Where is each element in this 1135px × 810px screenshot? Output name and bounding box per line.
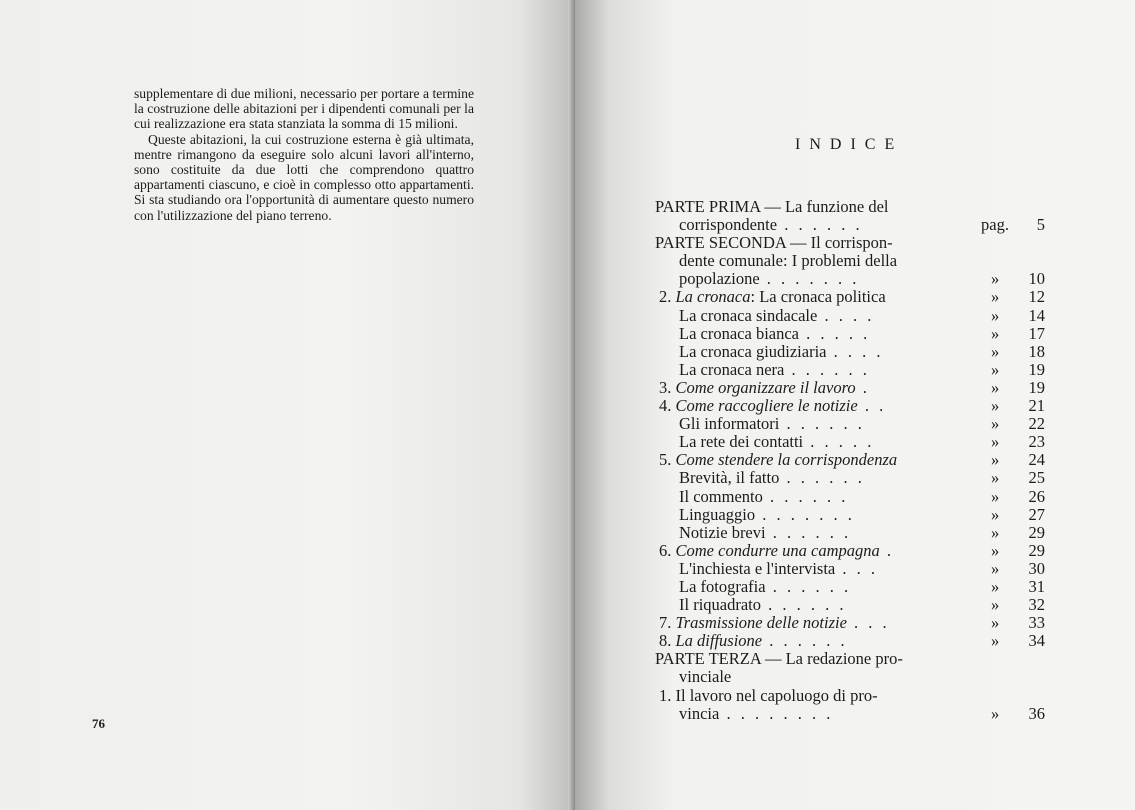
toc-leader-dots: . . (857, 396, 887, 416)
toc-entry-italic: La diffusione (675, 631, 763, 651)
toc-page-number: 24 (1028, 450, 1045, 470)
toc-entry (655, 252, 1045, 270)
toc-entry-label: vincia (679, 703, 720, 723)
toc-page-marker: pag. (981, 215, 1009, 235)
toc-entry-text (659, 288, 886, 306)
toc-entry-label: La cronaca nera (679, 359, 785, 379)
toc-page-marker: » (991, 359, 1000, 379)
toc-entry-label: La fotografia (679, 576, 766, 596)
toc-entry-text (679, 578, 851, 596)
toc-entry-label: La cronaca sindacale (679, 305, 818, 325)
page-number: 76 (92, 716, 105, 731)
toc-leader-dots: . . . . . . (761, 595, 847, 615)
toc-entry-text (659, 451, 897, 469)
toc-entry-text (659, 397, 886, 415)
toc-entry-text (679, 252, 897, 270)
toc-entry (655, 524, 1045, 542)
toc-leader-dots: . . . . . (799, 323, 871, 343)
toc-page-marker: » (991, 631, 1000, 651)
toc-entry (655, 415, 1045, 433)
toc-entry-label: Il riquadrato (679, 595, 762, 615)
toc-page-number: 18 (1028, 341, 1045, 361)
toc-leader-dots: . . . . . . . (755, 504, 855, 524)
toc-page-number: 19 (1028, 359, 1045, 379)
toc-page-marker: » (991, 269, 1000, 289)
toc-page-number: 22 (1028, 414, 1045, 434)
toc-page-number: 21 (1028, 396, 1045, 416)
toc-entry-text (679, 596, 847, 614)
toc-leader-dots: . . . . . . (765, 576, 852, 596)
toc-leader-dots: . . . . . . (765, 522, 852, 542)
toc-entry-label: L'inchiesta e l'intervista (679, 558, 836, 578)
toc-entry-label: PARTE PRIMA — La funzione del (655, 197, 889, 216)
toc-entry-text (679, 270, 859, 288)
toc-leader-dots: . (855, 377, 870, 397)
toc-page-number: 17 (1028, 323, 1045, 343)
toc-entry-label: Brevità, il fatto (679, 468, 780, 488)
toc-entry-number: 7. (659, 613, 676, 633)
toc-entry-text (655, 234, 893, 252)
toc-page-marker: » (991, 703, 1000, 723)
toc-entry (655, 325, 1045, 343)
toc-entry-text (679, 325, 870, 343)
toc-entry-label: Gli informatori (679, 414, 780, 434)
toc-entry (655, 632, 1045, 650)
toc-entry (655, 433, 1045, 451)
toc-entry (655, 488, 1045, 506)
toc-entry (655, 361, 1045, 379)
toc-entry (655, 705, 1045, 723)
toc-leader-dots: . (879, 540, 894, 560)
toc-page-marker: » (991, 305, 1000, 325)
toc-entry-text (679, 469, 865, 487)
toc-entry (655, 379, 1045, 397)
toc-entry (655, 307, 1045, 325)
toc-page-marker: » (991, 432, 1000, 452)
toc-page-number: 14 (1028, 305, 1045, 325)
toc-leader-dots: . . . . . . (779, 468, 865, 488)
toc-entry-number: 6. (659, 540, 676, 560)
toc-page-number: 36 (1028, 703, 1045, 723)
toc-leader-dots: . . . . . . (762, 631, 848, 651)
toc-page-marker: » (991, 450, 1000, 470)
toc-entry-text (679, 415, 865, 433)
toc-entry (655, 578, 1045, 596)
toc-entry-label: corrispondente (679, 215, 778, 235)
toc-leader-dots: . . . . . . (784, 359, 870, 379)
toc-leader-dots: . . . . . . (762, 486, 849, 506)
toc-page-number: 26 (1028, 486, 1045, 506)
toc-page-number: 25 (1028, 468, 1045, 488)
toc-entry-text (679, 560, 878, 578)
toc-entry-text (655, 198, 889, 216)
toc-entry-text (659, 542, 894, 560)
toc-page-number: 32 (1028, 595, 1045, 615)
toc-page-marker: » (991, 287, 1000, 307)
toc-entry-label: Linguaggio (679, 504, 756, 524)
toc-entry-label: vinciale (679, 667, 732, 687)
toc-entry-text (679, 216, 863, 234)
toc-leader-dots: . . . . (817, 305, 875, 325)
toc-entry (655, 506, 1045, 524)
toc-page-marker: » (991, 576, 1000, 596)
toc-entry (655, 469, 1045, 487)
toc-entry-label: La cronaca giudiziaria (679, 341, 827, 361)
toc-page-marker: » (991, 341, 1000, 361)
index-title: INDICE (795, 136, 904, 153)
toc-leader-dots: . . . . . . . (759, 269, 860, 289)
toc-entry-text (659, 687, 878, 705)
toc-entry-text (655, 650, 903, 668)
toc-entry (655, 397, 1045, 415)
toc-page-marker: » (991, 522, 1000, 542)
toc-entry-number: 1. (659, 685, 676, 705)
toc-page-marker: » (991, 613, 1000, 633)
toc-page-marker: » (991, 377, 1000, 397)
toc-entry-text (679, 361, 870, 379)
toc-entry-text (679, 307, 874, 325)
toc-entry (655, 343, 1045, 361)
toc-entry-label: Il lavoro nel capoluogo di pro- (675, 685, 878, 705)
toc-leader-dots: . . . . (826, 341, 884, 361)
toc-entry-number: 2. (659, 287, 676, 307)
toc-page-number: 33 (1028, 613, 1045, 633)
toc-page-marker: » (991, 323, 1000, 343)
toc-entry-text (679, 488, 848, 506)
toc-entry-italic: Come raccogliere le notizie (675, 396, 858, 416)
table-of-contents (655, 198, 1045, 723)
toc-entry (655, 270, 1045, 288)
toc-entry (655, 687, 1045, 705)
toc-entry (655, 288, 1045, 306)
toc-entry-label: Il commento (679, 486, 763, 506)
toc-entry-label: : La cronaca politica (750, 287, 886, 307)
toc-page-number: 10 (1028, 269, 1045, 289)
toc-page-number: 31 (1028, 576, 1045, 596)
toc-entry-label: popolazione (679, 269, 760, 289)
toc-entry (655, 650, 1045, 668)
toc-entry-label: La cronaca bianca (679, 323, 799, 343)
toc-entry-label: PARTE SECONDA — Il corrispon- (655, 233, 893, 253)
toc-page-number: 30 (1028, 558, 1045, 578)
toc-entry (655, 614, 1045, 632)
toc-entry-number: 5. (659, 450, 676, 470)
toc-entry-italic: Come stendere la corrispondenza (675, 450, 898, 470)
toc-page-number: 29 (1028, 540, 1045, 560)
toc-page-number: 29 (1028, 522, 1045, 542)
toc-leader-dots: . . . (846, 613, 890, 633)
toc-entry (655, 596, 1045, 614)
toc-entry-text (679, 433, 874, 451)
toc-entry-text (659, 614, 890, 632)
toc-leader-dots: . . . . . . . . (719, 703, 834, 723)
toc-entry-italic: Come organizzare il lavoro (675, 377, 856, 397)
toc-page-marker: » (991, 396, 1000, 416)
toc-page-marker: » (991, 414, 1000, 434)
toc-entry-text (659, 632, 848, 650)
toc-entry-label: PARTE TERZA — La redazione pro- (655, 649, 903, 669)
toc-entry-text (679, 524, 851, 542)
toc-leader-dots: . . . . . (803, 432, 875, 452)
toc-entry-number: 8. (659, 631, 676, 651)
toc-page-number: 27 (1028, 504, 1045, 524)
toc-page-number: 23 (1028, 432, 1045, 452)
paragraph-1: supplementare di due milioni, necessario per portare a termine la costruzione delle abitazioni per i dipendenti comunali per la cui realizzazione era stata stanziata la somma di 15 milioni. (134, 86, 474, 132)
toc-entry (655, 216, 1045, 234)
toc-entry-text (679, 506, 855, 524)
toc-entry-number: 3. (659, 377, 676, 397)
paragraph-2: Queste abitazioni, la cui costruzione esterna è già ultimata, mentre rimangono da eseguire solo alcuni lavori all'interno, sono costituite da due lotti che comprendono quattro appartamenti ciascuno, e cioè in complesso otto appartamenti. Si sta studiando ora l'opportunità di aumentare questo numero con l'utilizzazione del piano terreno. (134, 131, 474, 223)
toc-entry (655, 451, 1045, 469)
toc-entry (655, 198, 1045, 216)
toc-entry-number: 4. (659, 396, 676, 416)
toc-entry-text (679, 668, 731, 686)
toc-entry-label: Notizie brevi (679, 522, 766, 542)
toc-entry-text (679, 705, 833, 723)
toc-page-marker: » (991, 540, 1000, 560)
toc-page-marker: » (991, 504, 1000, 524)
toc-entry-label: dente comunale: I problemi della (679, 251, 898, 271)
toc-leader-dots: . . . . . . (777, 215, 863, 235)
toc-page-number: 5 (1036, 215, 1045, 235)
toc-page-marker: » (991, 468, 1000, 488)
toc-entry-text (679, 343, 884, 361)
toc-entry (655, 234, 1045, 252)
toc-entry (655, 560, 1045, 578)
toc-entry-italic: Come condurre una campagna (675, 540, 880, 560)
toc-entry (655, 542, 1045, 560)
toc-entry-text (659, 379, 870, 397)
toc-entry (655, 668, 1045, 686)
right-page (575, 0, 1135, 810)
toc-page-number: 12 (1028, 287, 1045, 307)
toc-leader-dots: . . . (835, 558, 878, 578)
toc-page-marker: » (991, 486, 1000, 506)
toc-entry-italic: Trasmissione delle notizie (675, 613, 847, 633)
body-text (134, 86, 474, 223)
toc-entry-italic: La cronaca (675, 287, 751, 307)
toc-page-number: 34 (1028, 631, 1045, 651)
toc-entry-label: La rete dei contatti (679, 432, 804, 452)
toc-page-marker: » (991, 595, 1000, 615)
toc-leader-dots: . . . . . . (779, 414, 865, 434)
toc-page-number: 19 (1028, 377, 1045, 397)
toc-page-marker: » (991, 558, 1000, 578)
